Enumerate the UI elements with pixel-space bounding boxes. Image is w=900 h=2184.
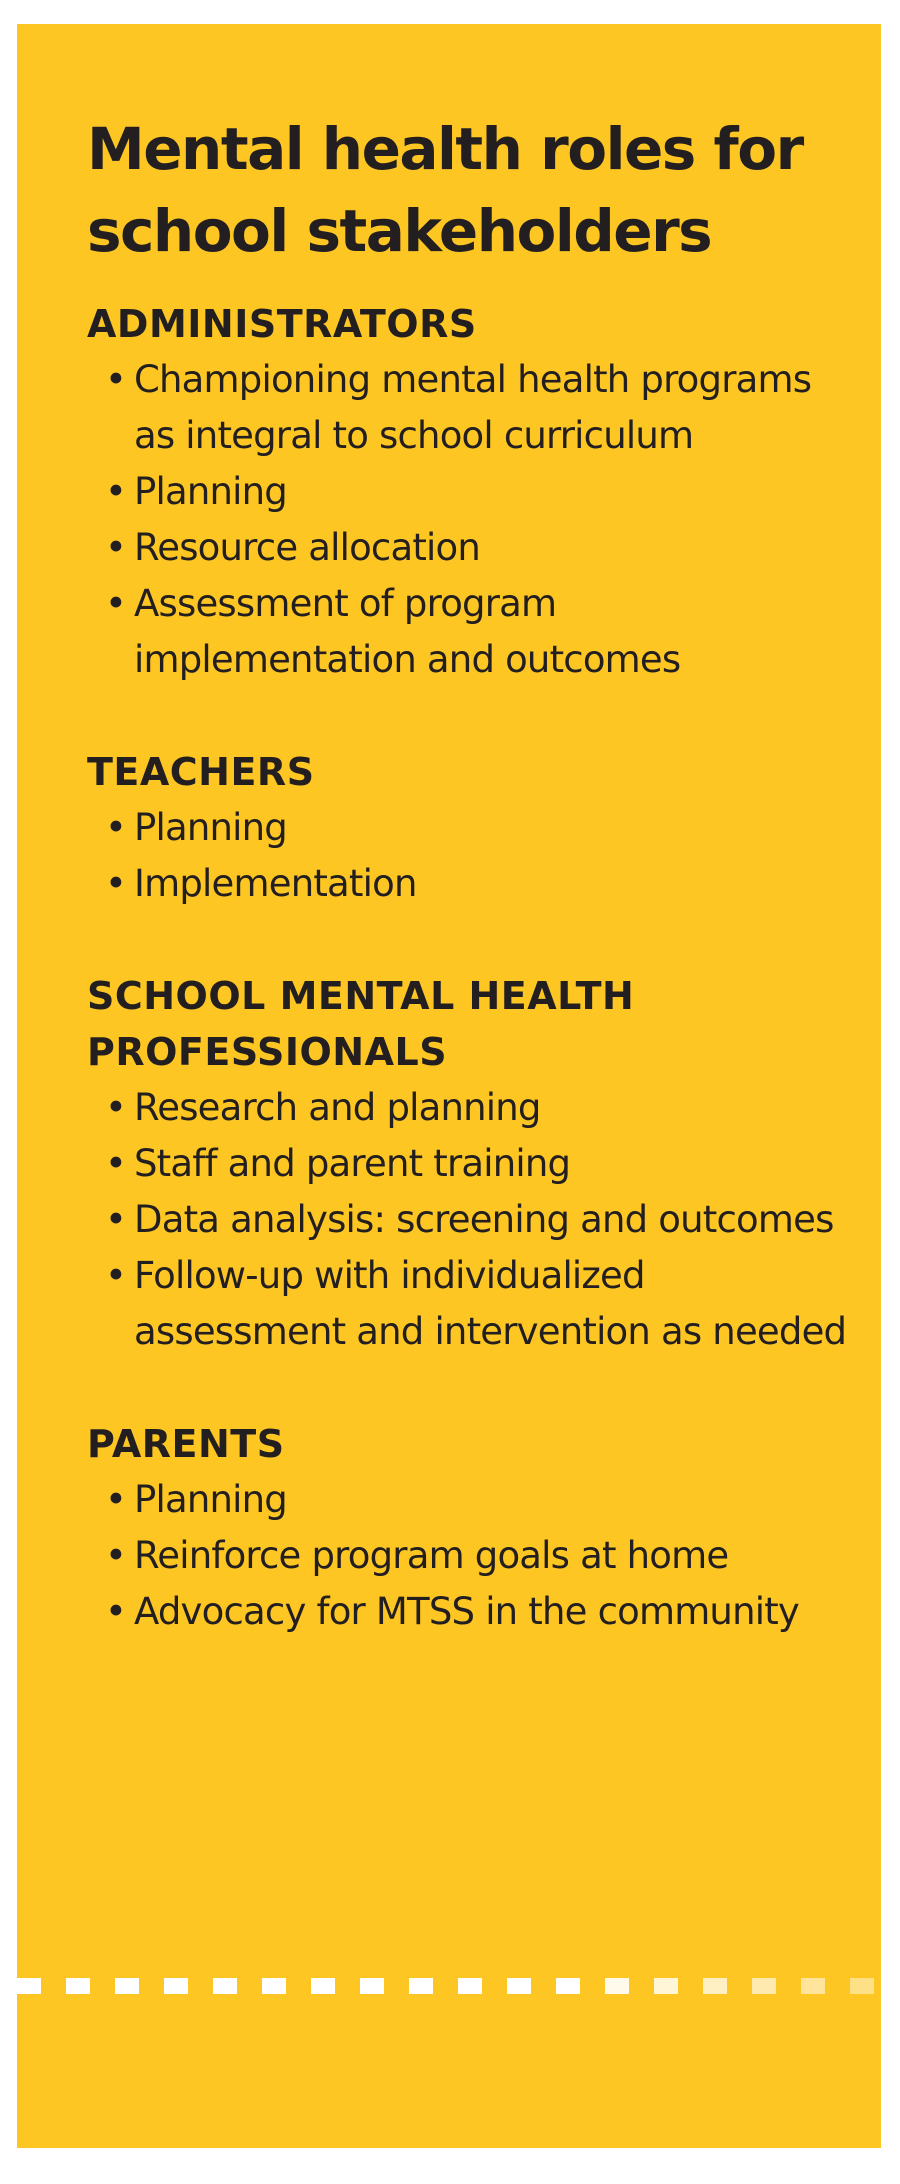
dash-segment	[605, 1978, 629, 1994]
bullet-icon: •	[105, 1254, 127, 1297]
dash-segment	[115, 1978, 139, 1994]
list-item	[87, 352, 847, 464]
list-item	[87, 1248, 847, 1360]
dash-segment	[703, 1978, 727, 1994]
bullet-icon: •	[105, 582, 127, 625]
bullet-icon: •	[105, 1198, 127, 1241]
list-item	[87, 1192, 847, 1248]
dash-segment	[409, 1978, 433, 1994]
list-item	[87, 1584, 847, 1640]
section-list	[87, 352, 847, 688]
bullet-icon: •	[105, 806, 127, 849]
section-heading: TEACHERS	[87, 750, 315, 794]
list-item-text: Advocacy for MTSS in the community	[134, 1590, 800, 1633]
list-item	[87, 1136, 847, 1192]
dash-segment	[507, 1978, 531, 1994]
section-heading: SCHOOL MENTAL HEALTH PROFESSIONALS	[87, 974, 635, 1074]
dash-segment	[360, 1978, 384, 1994]
bullet-icon: •	[105, 1086, 127, 1129]
list-item-text: Planning	[134, 806, 287, 849]
list-item-text: Reinforce program goals at home	[134, 1534, 729, 1577]
section-school-mental-health-professionals	[87, 968, 847, 1360]
list-item	[87, 1472, 847, 1528]
dash-segment	[801, 1978, 825, 1994]
list-item	[87, 800, 847, 856]
list-item-text: Implementation	[134, 862, 417, 905]
list-item	[87, 464, 847, 520]
dashed-divider	[17, 1978, 881, 1994]
dash-segment	[66, 1978, 90, 1994]
dash-segment	[752, 1978, 776, 1994]
section-administrators	[87, 296, 847, 688]
list-item-text: Assessment of program implementation and outcomes	[134, 582, 681, 681]
section-list	[87, 1080, 847, 1360]
bullet-icon: •	[105, 1534, 127, 1577]
section-list	[87, 800, 847, 912]
section-heading: ADMINISTRATORS	[87, 302, 477, 346]
list-item	[87, 1080, 847, 1136]
list-item-text: Championing mental health programs as integral to school curriculum	[134, 358, 812, 457]
list-item-text: Planning	[134, 1478, 287, 1521]
stakeholder-roles-card	[17, 24, 881, 2148]
card-content	[87, 108, 847, 1640]
list-item-text: Resource allocation	[134, 526, 481, 569]
section-list	[87, 1472, 847, 1640]
dash-segment	[164, 1978, 188, 1994]
list-item-text: Planning	[134, 470, 287, 513]
bullet-icon: •	[105, 1478, 127, 1521]
bullet-icon: •	[105, 862, 127, 905]
list-item	[87, 1528, 847, 1584]
list-item-text: Research and planning	[134, 1086, 541, 1129]
dash-segment	[458, 1978, 482, 1994]
list-item-text: Data analysis: screening and outcomes	[134, 1198, 834, 1241]
bullet-icon: •	[105, 526, 127, 569]
list-item-text: Follow-up with individualized assessment and intervention as needed	[134, 1254, 847, 1353]
section-parents	[87, 1416, 847, 1640]
section-heading: PARENTS	[87, 1422, 285, 1466]
bullet-icon: •	[105, 470, 127, 513]
bullet-icon: •	[105, 358, 127, 401]
section-teachers	[87, 744, 847, 912]
card-title: Mental health roles for school stakeholders	[87, 115, 803, 265]
dash-segment	[262, 1978, 286, 1994]
dash-segment	[213, 1978, 237, 1994]
list-item	[87, 520, 847, 576]
bullet-icon: •	[105, 1590, 127, 1633]
dash-segment	[654, 1978, 678, 1994]
dash-segment	[17, 1978, 41, 1994]
bullet-icon: •	[105, 1142, 127, 1185]
dash-segment	[850, 1978, 874, 1994]
dash-segment	[311, 1978, 335, 1994]
dash-segment	[556, 1978, 580, 1994]
list-item	[87, 856, 847, 912]
list-item	[87, 576, 847, 688]
list-item-text: Staff and parent training	[134, 1142, 571, 1185]
